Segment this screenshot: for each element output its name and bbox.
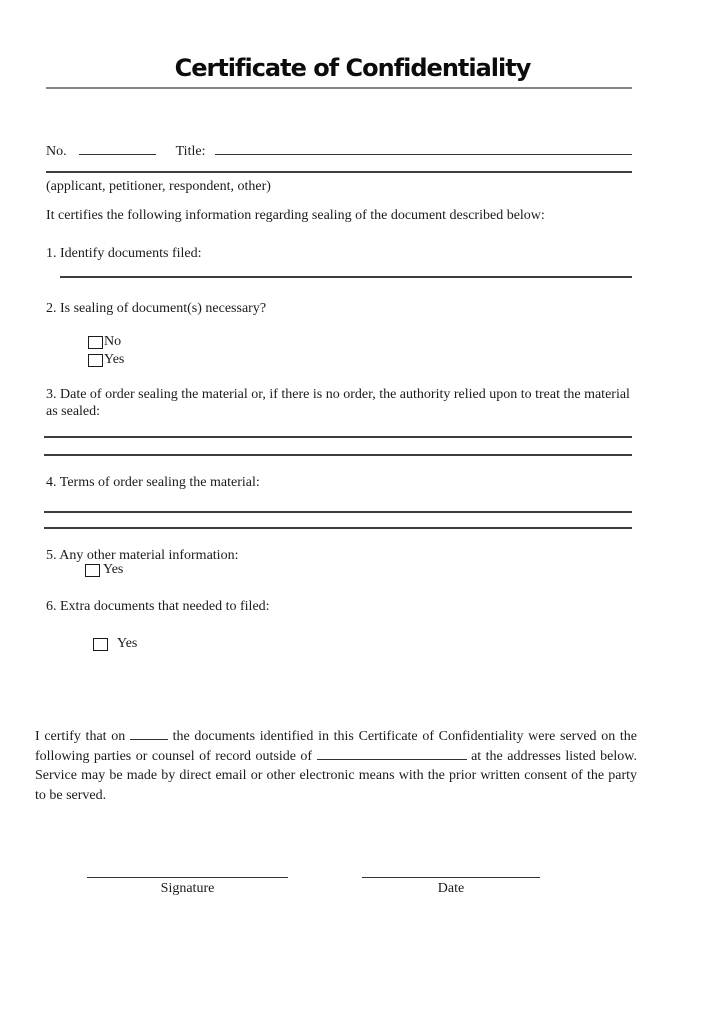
q3-answer-blank-2[interactable] [44,454,632,456]
title-label: Title: [175,144,206,159]
certification-paragraph [35,727,637,805]
q2-no-checkbox[interactable] [88,336,103,349]
date-label: Date [437,881,465,896]
header-row [46,141,632,160]
q6-yes-label: Yes [117,636,138,651]
q4-answer-blank-1[interactable] [44,511,632,513]
q1-answer-blank[interactable] [60,276,632,278]
intro-text: It certifies the following information regarding sealing of the document described below: [46,208,545,223]
q2-option-no-row [88,334,121,350]
q6-yes-checkbox[interactable] [93,638,108,651]
title-field-blank[interactable] [215,141,632,155]
q2-yes-checkbox[interactable] [88,354,103,367]
question-6-label: 6. Extra documents that needed to filed: [46,599,270,614]
signature-label: Signature [160,881,215,896]
q3-answer-blank-1[interactable] [44,436,632,438]
q2-no-label: No [104,334,122,349]
question-5-label: 5. Any other material information: [46,548,239,563]
question-1-label: 1. Identify documents filed: [46,246,202,261]
certify-text-before-date: I certify that on [35,729,126,744]
question-2-label: 2. Is sealing of document(s) necessary? [46,301,267,316]
date-block [362,877,540,897]
party-name-blank[interactable] [46,171,632,173]
outside-of-blank[interactable] [317,748,467,760]
q5-option-yes-row [85,562,123,578]
question-3-label: 3. Date of order sealing the material or, if there is no order, the authority relied upon to treat the material as sealed: [46,387,630,419]
date-line-blank[interactable] [362,877,540,878]
question-4-label: 4. Terms of order sealing the material: [46,475,260,490]
applicant-note: (applicant, petitioner, respondent, other) [46,179,271,194]
no-label: No. [46,144,67,159]
certify-text-after-blank: at the addresses listed below. Service may be made by direct email or other electronic means with the prior written consent of the party to be served. [35,748,637,803]
q5-yes-checkbox[interactable] [85,564,100,577]
q2-option-yes-row [88,352,124,368]
certify-text-after-date: the documents identified in this Certificate of Confidentiality were served on the following parties or counsel of record outside of [35,729,638,764]
document-title: Certificate of Confidentiality [174,54,531,82]
q5-yes-label: Yes [103,562,124,577]
signature-line-blank[interactable] [87,877,288,878]
service-date-blank[interactable] [130,728,168,740]
q6-option-yes-row [93,636,137,652]
signature-block [87,877,288,897]
q2-yes-label: Yes [104,352,125,367]
case-number-blank[interactable] [79,141,156,155]
title-underline-rule [46,87,632,89]
q4-answer-blank-2[interactable] [44,527,632,529]
